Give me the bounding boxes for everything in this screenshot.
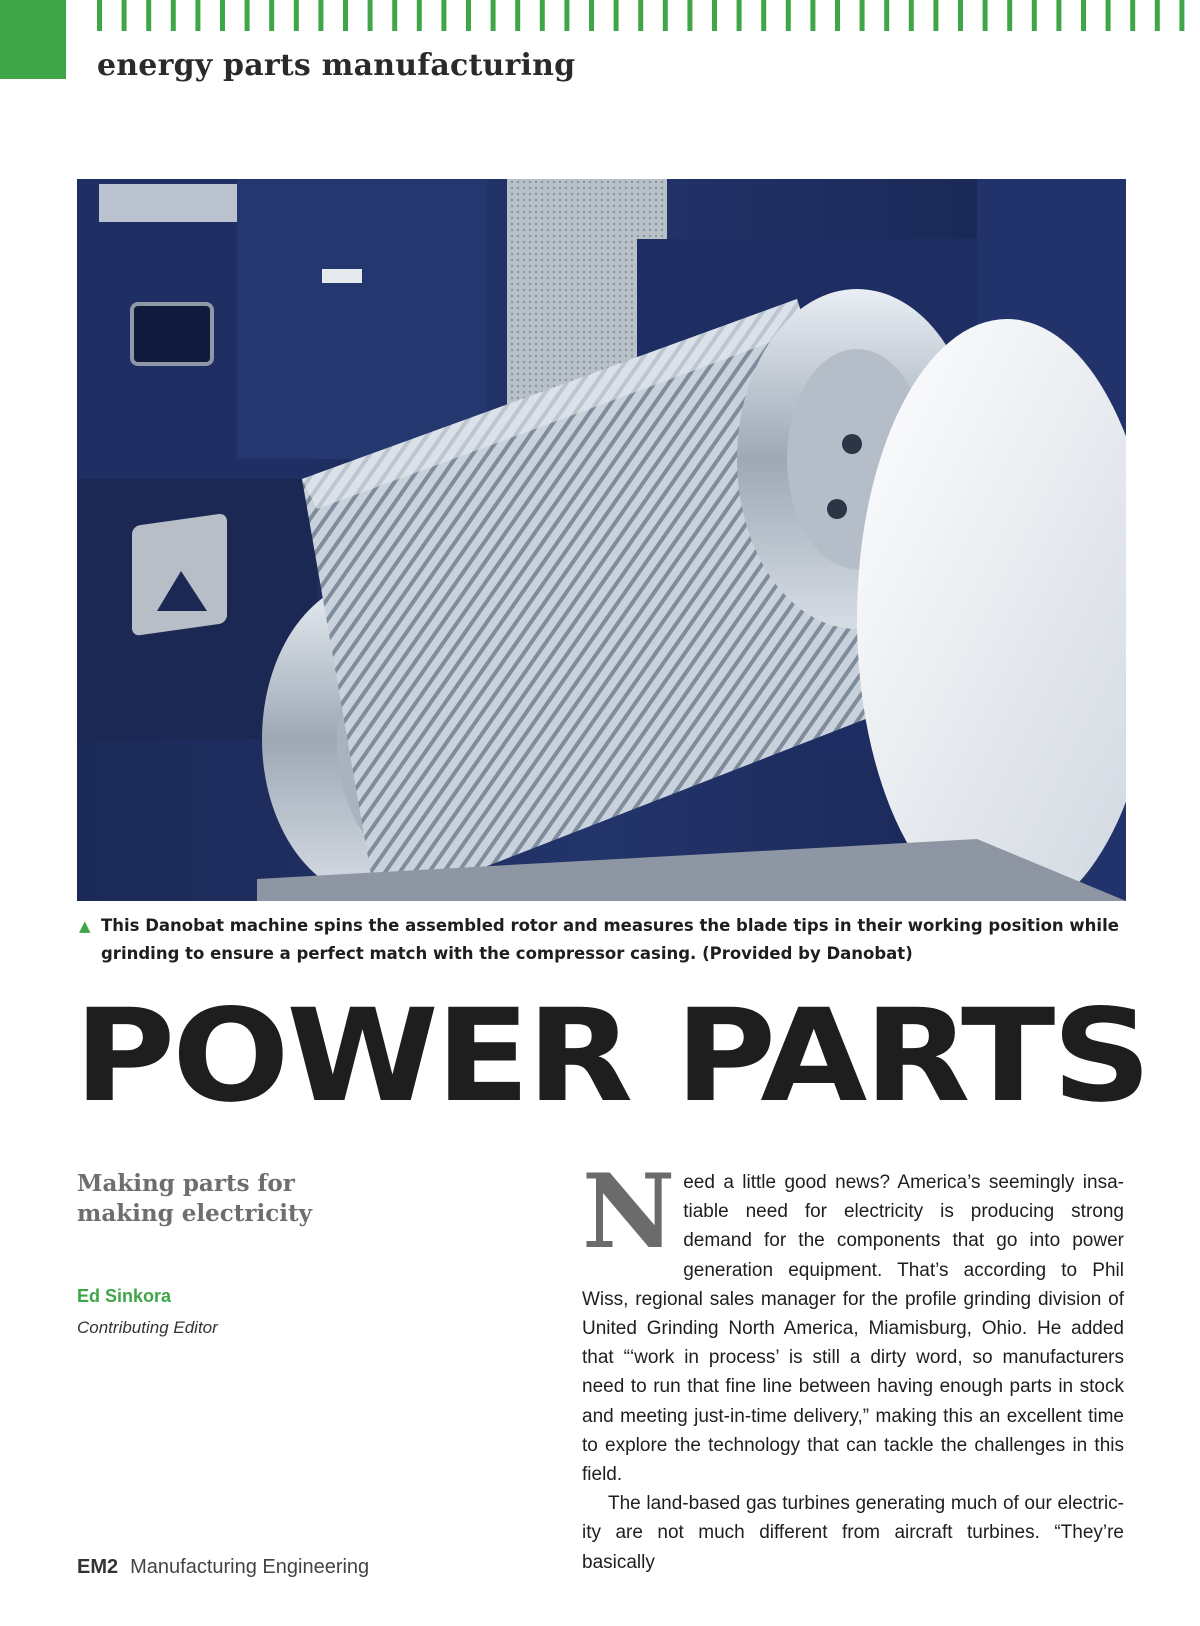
tick-mark	[515, 0, 520, 31]
tick-mark	[417, 0, 422, 31]
tick-mark	[663, 0, 668, 31]
tick-mark	[884, 0, 889, 31]
tick-mark	[712, 0, 717, 31]
tick-mark	[761, 0, 766, 31]
caption-line-1: This Danobat machine spins the assembled rotor and measures the blade tips in their working position while	[101, 916, 1119, 935]
section-color-block	[0, 0, 66, 79]
tick-mark	[1155, 0, 1160, 31]
tick-mark	[97, 0, 102, 31]
tick-mark	[835, 0, 840, 31]
tick-mark	[1130, 0, 1135, 31]
tick-mark	[958, 0, 963, 31]
drop-cap: N	[582, 1152, 676, 1272]
tick-mark	[860, 0, 865, 31]
tick-mark	[122, 0, 127, 31]
tick-mark	[1007, 0, 1012, 31]
tick-mark	[1056, 0, 1061, 31]
tick-mark	[638, 0, 643, 31]
tick-mark	[195, 0, 200, 31]
section-label: energy parts manufacturing	[97, 48, 576, 83]
publication-name: Manufacturing Engineering	[130, 1556, 370, 1578]
caption-line-2: grinding to ensure a perfect match with the compressor casing. (Provided by Danobat)	[101, 944, 913, 963]
deck: Making parts for making electricity	[77, 1170, 312, 1227]
tick-mark	[983, 0, 988, 31]
tick-mark	[146, 0, 151, 31]
machine-photo	[77, 179, 1126, 901]
tick-mark	[737, 0, 742, 31]
tick-mark	[1179, 0, 1184, 31]
tick-mark	[269, 0, 274, 31]
tick-mark	[909, 0, 914, 31]
paragraph-1-text: eed a little good news? America’s seemingly insatiable need for electricity is producing strong demand for the components that go into power generation equipment. That’s according to Phil Wiss, regional sales manager for the profile grinding division of United Grinding North America, Miamisburg, Ohio. He added that “‘work in process’ is still a dirty word, so manufacturers need to run that fine line between having enough parts in stock and meeting just-in-time delivery,” making this an excellent time to explore the technology that can tackle the challenges in this field.	[582, 1172, 1124, 1486]
author-name: Ed Sinkora	[77, 1286, 172, 1306]
paragraph-2: The land-based gas turbines generating much of our electricity are not much different from aircraft turbines. “They’re basically	[582, 1493, 1124, 1573]
tick-mark	[245, 0, 250, 31]
tick-mark	[294, 0, 299, 31]
tick-mark	[933, 0, 938, 31]
paragraph-1	[582, 1152, 1124, 1489]
tick-mark	[343, 0, 348, 31]
headline: POWER PARTS	[74, 982, 1149, 1131]
triangle-up-icon: ▲	[79, 917, 91, 935]
tick-mark	[786, 0, 791, 31]
tick-mark	[589, 0, 594, 31]
article-body	[582, 1152, 1124, 1577]
tick-mark	[392, 0, 397, 31]
tick-mark	[220, 0, 225, 31]
tick-mark	[810, 0, 815, 31]
tick-mark	[1106, 0, 1111, 31]
page-footer	[77, 1556, 369, 1579]
tick-mark	[540, 0, 545, 31]
tick-mark	[318, 0, 323, 31]
tick-mark	[1081, 0, 1086, 31]
tick-mark	[441, 0, 446, 31]
tick-mark	[564, 0, 569, 31]
tick-mark	[491, 0, 496, 31]
author-role: Contributing Editor	[77, 1318, 218, 1337]
tick-mark	[614, 0, 619, 31]
tick-mark	[368, 0, 373, 31]
decorative-tick-strip	[95, 0, 1200, 32]
page-number: EM2	[77, 1556, 119, 1578]
tick-mark	[687, 0, 692, 31]
tick-mark	[171, 0, 176, 31]
photo-caption	[79, 912, 1119, 968]
tick-mark	[466, 0, 471, 31]
tick-mark	[1032, 0, 1037, 31]
